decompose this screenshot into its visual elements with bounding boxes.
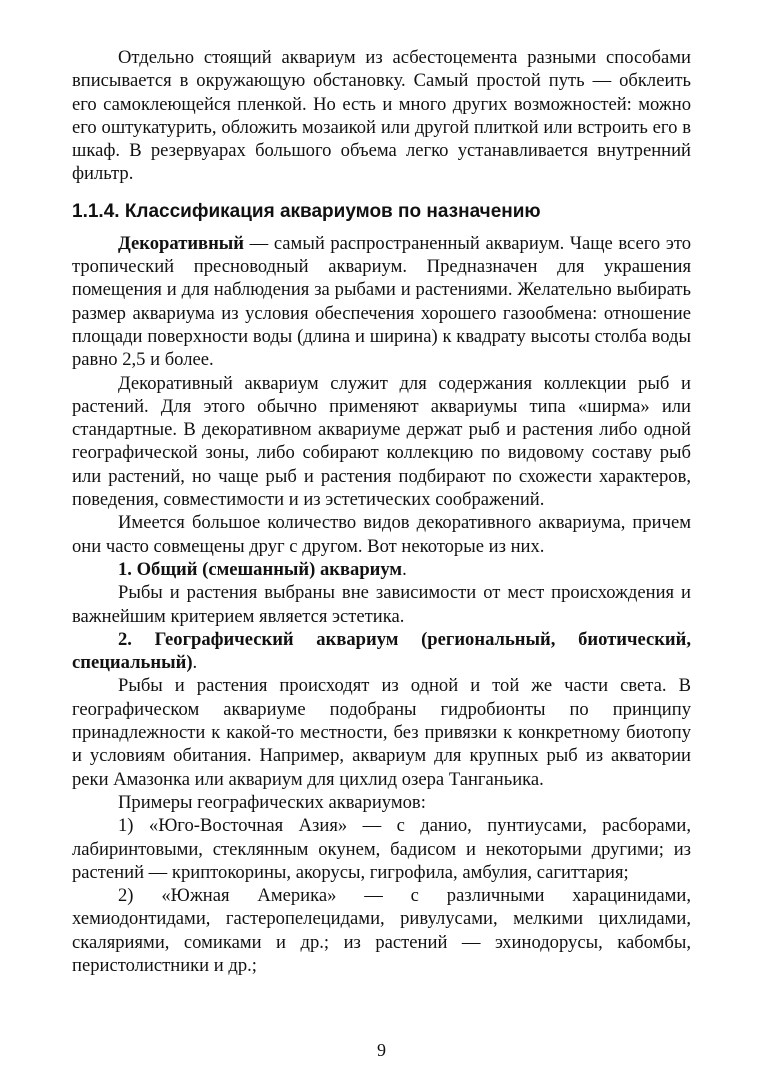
page-number: 9 <box>377 1040 386 1060</box>
paragraph-decorative <box>72 232 691 372</box>
type1-text: Рыбы и растения выбраны вне зависимости от мест происхождения и важнейшим критерием является эстетика. <box>72 582 691 627</box>
examples-intro: Примеры географических аквариумов: <box>118 791 426 813</box>
type1-title-tail: . <box>402 558 407 580</box>
section-heading: 1.1.4. Классификация аквариумов по назначению <box>72 200 541 222</box>
term-decorative: Декоративный <box>118 232 245 254</box>
paragraph-intro: Отдельно стоящий аквариум из асбестоцемента разными способами вписывается в окружающую обстановку. Самый простой путь — обклеить его самоклеющейся пленкой. Но есть и много других возможностей: можно его оштукатурить, обложить мозаикой или другой плиткой или встроить его в шкаф. В резервуарах большого объема легко устанавливается внутренний фильтр. <box>72 47 691 185</box>
type2-text: Рыбы и растения происходят из одной и той же части света. В географическом аквариуме подобраны гидробионты по принципу принадлежности к какой-то местности, без привязки к конкретному биотопу и условиям обитания. Например, аквариум для крупных рыб из акватории реки Амазонка или аквариум для цихлид озера Танганьика. <box>72 675 691 790</box>
paragraph-collection: Декоративный аквариум служит для содержания коллекции рыб и растений. Для этого обычно применяют аквариумы типа «ширма» или стандартные. В декоративном аквариуме держат рыб и растения либо одной географической зоны, либо собирают коллекцию по видовому составу рыб или растений, но чаще рыб и растения подбирают по схожести характеров, поведения, совместимости и из эстетических соображений. <box>72 372 691 511</box>
type2-heading <box>72 628 691 675</box>
type1-title: 1. Общий (смешанный) аквариум <box>118 558 403 580</box>
type1-heading <box>72 558 691 581</box>
page-body <box>72 46 691 977</box>
example-item: 1) «Юго-Восточная Азия» — с данио, пунтиусами, расборами, лабиринтовыми, стеклянным окунем, бадисом и некоторыми другими; из растений — криптокорины, акорусы, гигрофила, амбулия, сагиттария; <box>72 815 691 883</box>
paragraph-decorative-text: — самый распространенный аквариум. Чаще всего это тропический пресноводный аквариум. Предназначен для украшения помещения и для наблюдения за рыбами и растениями. Желательно выбирать размер аквариума из условия обеспечения хорошего газообмена: отношение площади поверхности воды (длина и ширина) к квадрату высоты столба воды равно 2,5 и более. <box>72 232 691 371</box>
example-item: 2) «Южная Америка» — с различными харацинидами, хемиодонтидами, гастеропелецидами, ривулусами, мелкими цихлидами, скаляриями, сомиками и др.; из растений — эхинодорусы, кабомбы, перистолистники и др.; <box>72 885 691 976</box>
type2-title: 2. Географический аквариум (региональный, биотический, специальный) <box>72 628 691 674</box>
paragraph-types: Имеется большое количество видов декоративного аквариума, причем они часто совмещены друг с другом. Вот некоторые из них. <box>72 512 691 557</box>
type2-title-tail: . <box>192 652 198 674</box>
